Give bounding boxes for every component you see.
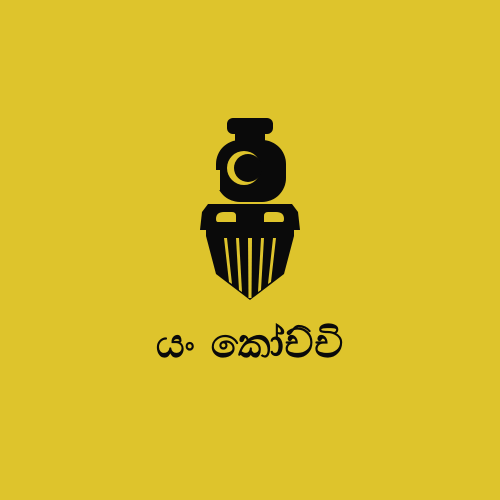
locomotive-right-lamp [264, 212, 284, 222]
locomotive-left-lamp [216, 212, 236, 222]
locomotive-body [200, 204, 300, 230]
brand-name-text: යං කෝච්චි [155, 321, 345, 367]
locomotive-headlight-core [234, 154, 262, 182]
locomotive-frame [206, 228, 294, 236]
cowcatcher-gap-3 [248, 238, 252, 298]
steam-locomotive-icon [190, 112, 310, 307]
locomotive-boiler-notch [214, 170, 220, 190]
